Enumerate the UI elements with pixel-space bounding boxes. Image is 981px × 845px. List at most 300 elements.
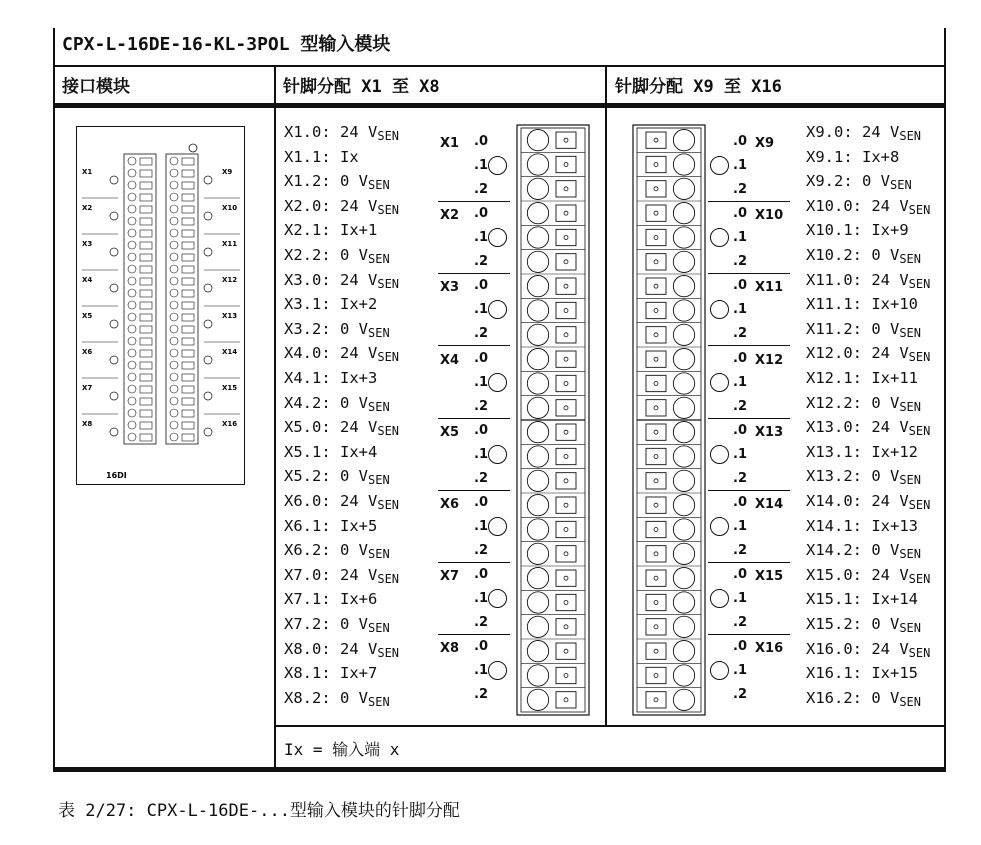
pin-value-subscript: SEN [368,547,390,562]
pin-value: 24 V [330,639,378,658]
pin-value: 0 V [330,172,368,191]
pin-row [806,319,921,343]
group-divider [708,490,790,491]
led-circle [710,661,729,680]
pin-id: X12.0: [806,344,862,363]
led-circle [710,445,729,464]
pin-suffix: .0 [474,567,488,583]
pin-suffix: .2 [733,326,747,342]
module-connector-label: X7 [82,384,93,392]
pin-suffix: .1 [474,230,488,246]
pin-row [806,540,921,564]
pin-value: 0 V [862,319,900,338]
pin-row [806,639,930,663]
module-connector-label: X1 [82,168,93,176]
header-pins-x1-x8: 针脚分配 X1 至 X8 [283,77,440,97]
pin-value-subscript: SEN [368,252,390,266]
pin-value-subscript: SEN [368,399,390,414]
header-interface-module: 接口模块 [62,77,130,97]
pin-row [284,147,359,167]
pin-suffix: .2 [733,543,747,558]
pin-row [284,589,377,609]
pin-id: X2.0: [284,196,331,215]
pin-row [284,614,390,638]
pin-value: 24 V [330,418,378,437]
pin-value: 24 V [330,196,378,215]
pin-suffix: .2 [474,543,488,558]
pin-id: X11.0: [806,270,862,289]
pin-id: X14.1: [806,516,862,535]
pin-id: X5.1: [284,442,331,461]
pin-suffix: .2 [474,254,488,270]
led-circle [488,589,507,608]
pin-id: X8.0: [284,639,331,658]
pin-value: 24 V [862,639,909,658]
pin-row [284,393,390,417]
pin-value-subscript: SEN [908,645,931,660]
led-circle [710,228,729,247]
pin-suffix: .0 [733,422,747,438]
pin-row [806,171,912,195]
pin-value-subscript: SEN [377,350,400,365]
connector-label: X14 [755,497,784,512]
pin-suffix: .2 [474,326,488,342]
pin-suffix: .0 [733,134,747,149]
pin-row [806,147,899,167]
pin-value-subscript: SEN [368,694,390,709]
table-title: CPX-L-16DE-16-KL-3POL 型输入模块 [62,34,391,55]
pin-row [806,442,918,462]
pin-row [284,122,399,146]
pin-suffix: .1 [474,519,488,534]
pin-id: X5.2: [284,467,331,486]
group-divider [708,273,790,274]
pin-id: X6.1: [284,516,331,535]
pin-value: Ix+1 [330,221,378,240]
pin-value: 0 V [862,393,900,412]
pin-row [806,688,921,712]
pin-suffix: .0 [474,278,488,294]
led-circle [488,517,507,536]
pin-row [806,122,921,146]
pin-row [284,270,399,294]
pin-value: 0 V [330,541,368,560]
module-connector-label: X16 [222,420,238,428]
pin-suffix: .0 [733,350,747,366]
pin-value-subscript: SEN [368,621,390,635]
module-label: 16DI [106,471,127,480]
pin-value-subscript: SEN [899,252,922,266]
pin-id: X3.1: [284,295,331,314]
pin-id: X12.1: [806,369,862,387]
connector-strip-right [632,124,706,716]
pin-id: X15.2: [806,615,862,633]
pin-suffix: .0 [733,278,747,294]
module-connector-label: X6 [82,348,93,356]
pin-row [284,294,377,314]
pin-row [806,220,909,240]
pin-row [806,614,921,638]
pin-suffix: .1 [733,230,747,246]
pin-value: 24 V [330,270,378,289]
pin-id: X4.2: [284,393,331,412]
pin-value: 24 V [862,270,909,289]
pin-row [806,516,918,536]
pin-value-subscript: SEN [368,178,390,193]
pin-id: X11.1: [806,295,862,314]
pin-value-subscript: SEN [908,276,931,291]
pin-suffix: .2 [474,470,488,486]
group-divider [438,345,510,346]
pin-suffix: .0 [733,567,747,583]
group-divider [708,562,790,563]
pin-value-subscript: SEN [377,129,400,143]
pin-value-subscript: SEN [908,424,931,439]
group-divider [708,345,790,346]
pin-row [806,417,930,441]
pin-value-subscript: SEN [377,498,400,512]
pin-value: 0 V [862,688,900,707]
pin-row [284,466,390,490]
pin-row [284,442,377,462]
pin-value-subscript: SEN [377,276,400,291]
pin-suffix: .2 [733,470,747,486]
pin-value-subscript: SEN [899,473,922,488]
pin-id: X3.2: [284,319,331,338]
connector-label: X1 [440,136,460,151]
pin-value: Ix+5 [330,516,378,535]
pin-suffix: .0 [474,422,488,438]
pin-value: 0 V [330,688,368,707]
pin-value-subscript: SEN [377,571,400,586]
module-connector-label: X14 [222,348,238,356]
group-divider [708,201,790,202]
pin-id: X2.2: [284,246,331,264]
pin-row [806,294,918,314]
table-border-right [944,28,946,770]
pin-id: X3.0: [284,270,331,289]
connector-label: X7 [440,569,460,585]
pin-id: X16.0: [806,639,862,658]
module-connector-label: X10 [222,204,238,212]
pin-value: Ix+3 [330,369,378,387]
pin-value: 24 V [862,196,909,215]
connector-label: X11 [755,280,784,296]
pin-id: X9.0: [806,123,853,141]
pin-suffix: .1 [733,158,747,173]
pin-value: Ix+6 [330,590,378,609]
pin-row [806,466,921,490]
pin-value: 0 V [862,467,900,486]
pin-id: X9.2: [806,172,853,191]
header-rule [53,103,946,108]
pin-suffix: .2 [474,182,488,197]
pin-id: X7.2: [284,615,331,633]
pin-row [284,516,377,536]
module-connector-label: X5 [82,312,93,320]
table-caption: 表 2/27: CPX-L-16DE-...型输入模块的针脚分配 [58,801,460,821]
pin-id: X7.1: [284,590,331,609]
group-divider [438,634,510,635]
pin-id: X10.2: [806,246,862,264]
pin-suffix: .2 [474,398,488,414]
pin-row [284,663,377,683]
pin-row [284,319,390,343]
led-circle [488,300,507,319]
pin-value: 24 V [330,565,378,584]
pin-value-subscript: SEN [377,202,400,217]
pin-value-subscript: SEN [368,473,390,488]
pin-value: Ix+8 [852,147,900,166]
pin-row [284,688,390,712]
group-divider [708,418,790,419]
led-circle [710,156,729,175]
pin-id: X14.2: [806,541,862,560]
pin-value-subscript: SEN [899,547,922,562]
pin-value-subscript: SEN [899,325,922,340]
pin-value-subscript: SEN [368,325,390,340]
pin-value: 0 V [862,541,900,560]
pin-row [284,565,399,589]
pin-value: 0 V [330,467,368,486]
led-circle [710,373,729,392]
pin-row [806,491,930,515]
connector-label: X9 [755,136,775,151]
connector-strip-left [516,124,590,716]
pin-value: 24 V [330,344,378,363]
pin-value-subscript: SEN [899,129,922,143]
pin-value: Ix+12 [862,442,918,461]
pin-id: X13.2: [806,467,862,486]
module-drawing [76,126,246,486]
pin-value: 0 V [330,319,368,338]
connector-label: X16 [755,641,784,657]
pin-value: 0 V [330,393,368,412]
pin-row [806,368,918,388]
pin-value: 0 V [862,615,900,633]
pin-row [806,270,930,294]
pin-suffix: .1 [733,519,747,534]
pin-value: 24 V [862,565,909,584]
pin-suffix: .0 [474,350,488,366]
pin-value-subscript: SEN [377,645,400,660]
pin-suffix: .1 [474,663,488,679]
pin-id: X16.2: [806,688,862,707]
led-circle [488,156,507,175]
pin-suffix: .2 [733,687,747,703]
pin-id: X6.2: [284,541,331,560]
pin-value: 0 V [862,246,900,264]
module-connector-label: X11 [222,240,238,248]
pin-suffix: .1 [733,446,747,462]
pin-row [284,491,399,515]
table-bottom-rule [53,767,946,772]
pin-id: X13.0: [806,418,862,437]
pin-id: X15.1: [806,590,862,609]
pin-row [284,220,377,240]
pin-suffix: .2 [733,615,747,631]
header-pins-x9-x16: 针脚分配 X9 至 X16 [615,77,782,97]
pin-value: Ix [330,147,359,166]
pin-suffix: .1 [474,446,488,462]
pin-id: X1.0: [284,123,331,141]
pin-id: X9.1: [806,147,853,166]
pin-id: X6.0: [284,492,331,510]
pin-value: 24 V [862,344,909,363]
pin-row [806,245,921,269]
connector-label: X5 [440,424,460,440]
pin-value: 24 V [852,123,900,141]
connector-label: X8 [440,641,460,657]
group-divider [438,418,510,419]
pin-value-subscript: SEN [908,202,931,217]
pin-id: X4.1: [284,369,331,387]
pin-id: X16.1: [806,664,862,683]
table-border-left [53,28,55,770]
connector-label: X3 [440,280,460,296]
table-divider-1 [274,66,276,770]
pin-suffix: .2 [733,254,747,270]
pin-value: 24 V [330,123,378,141]
pin-row [806,589,918,609]
pin-value-subscript: SEN [908,498,931,512]
pin-id: X11.2: [806,319,862,338]
pin-value: Ix+7 [330,664,378,683]
group-divider [438,490,510,491]
pin-value: Ix+4 [330,442,378,461]
pin-id: X7.0: [284,565,331,584]
pin-row [284,639,399,663]
footnote-rule [274,725,946,727]
pin-id: X1.1: [284,147,331,166]
group-divider [708,634,790,635]
connector-label: X15 [755,569,784,585]
pin-suffix: .1 [474,302,488,318]
pin-value: Ix+9 [862,221,909,240]
pin-value: 0 V [852,172,890,191]
pin-suffix: .1 [733,374,747,390]
footnote: Ix = 输入端 x [284,740,400,759]
led-circle [488,228,507,247]
module-connector-label: X4 [82,276,93,284]
pin-row [806,196,930,220]
connector-label: X2 [440,208,460,224]
pin-value: 24 V [862,492,909,510]
pin-row [806,663,918,683]
pin-id: X15.0: [806,565,862,584]
led-circle [710,517,729,536]
pin-id: X5.0: [284,418,331,437]
module-connector-label: X2 [82,204,93,212]
pin-suffix: .1 [474,158,488,173]
module-connector-label: X13 [222,312,238,320]
pin-value: 0 V [330,246,368,264]
pin-suffix: .2 [733,398,747,414]
pin-value: Ix+10 [862,295,918,314]
pin-suffix: .1 [474,591,488,607]
led-circle [488,373,507,392]
pin-suffix: .2 [474,687,488,703]
pin-suffix: .1 [733,591,747,607]
group-divider [438,201,510,202]
pin-row [806,565,930,589]
pin-value: Ix+11 [862,369,918,387]
pin-suffix: .0 [733,639,747,655]
pin-row [284,343,399,367]
pin-row [284,368,377,388]
pin-id: X4.0: [284,344,331,363]
pin-row [284,171,390,195]
group-divider [438,273,510,274]
pin-id: X10.0: [806,196,862,215]
pin-suffix: .0 [474,206,488,222]
pin-suffix: .0 [733,495,747,510]
pin-id: X13.1: [806,442,862,461]
connector-label: X13 [755,424,784,440]
pin-suffix: .1 [733,302,747,318]
pin-id: X10.1: [806,221,862,240]
pin-suffix: .0 [474,134,488,149]
pin-value-subscript: SEN [908,571,931,586]
led-circle [488,661,507,680]
table-divider-2 [605,66,607,726]
module-connector-label: X15 [222,384,238,392]
pin-row [806,343,930,367]
connector-label: X12 [755,352,784,368]
pin-suffix: .2 [474,615,488,631]
led-circle [710,300,729,319]
led-circle [488,445,507,464]
title-rule [53,65,946,67]
module-connector-label: X8 [82,420,93,428]
pin-value: Ix+14 [862,590,918,609]
pin-row [284,196,399,220]
pin-suffix: .1 [733,663,747,679]
pin-id: X8.2: [284,688,331,707]
pin-value: Ix+2 [330,295,378,314]
pin-value: Ix+15 [862,664,918,683]
connector-label: X10 [755,208,784,224]
connector-label: X4 [440,352,460,368]
pin-value-subscript: SEN [890,178,912,193]
pin-row [284,245,390,269]
pin-value: 24 V [862,418,909,437]
pin-suffix: .0 [733,206,747,222]
pin-id: X12.2: [806,393,862,412]
module-connector-label: X12 [222,276,238,284]
pin-value-subscript: SEN [908,350,931,365]
pin-value-subscript: SEN [899,694,922,709]
pin-value-subscript: SEN [899,399,922,414]
pin-suffix: .0 [474,639,488,655]
pin-value: 0 V [330,615,368,633]
module-connector-label: X3 [82,240,93,248]
pin-suffix: .0 [474,495,488,510]
pin-suffix: .2 [733,182,747,197]
pin-value-subscript: SEN [899,621,922,635]
pin-value: 24 V [330,492,378,510]
pin-value-subscript: SEN [377,424,400,439]
pin-row [284,540,390,564]
pin-row [806,393,921,417]
group-divider [438,562,510,563]
led-circle [710,589,729,608]
pin-row [284,417,399,441]
pin-id: X2.1: [284,221,331,240]
pin-id: X1.2: [284,172,331,191]
pin-id: X8.1: [284,664,331,683]
connector-label: X6 [440,497,460,512]
